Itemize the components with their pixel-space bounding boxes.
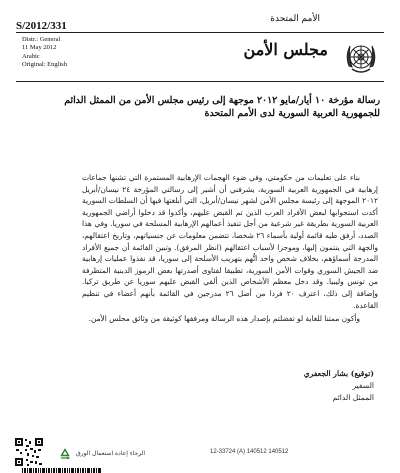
document-symbol [16, 14, 67, 33]
document-job-number: 12-33724 (A) 140512 140512 [210, 449, 289, 455]
language-line: Arabic [22, 52, 40, 60]
header-rule [16, 32, 384, 33]
distribution-line: Distr.: General [22, 36, 61, 43]
letter-body [82, 172, 378, 327]
recycle-note: الرجاء إعادة استعمال الورق [76, 450, 145, 457]
body-paragraph-1: بناء على تعليمات من حكومتي، وفي ضوء الهجمات الإرهابية المستمرة التي تشنها جماعات إرهابية في الجمهورية العربية السورية، يشرفني أن أشير إلى رسالتي المؤرخة ٢٤ نيسان/أبريل ٢٠١٢ الموجهة إلى رئيسة مجلس الأمن لشهر نيسان/أبريل، التي أبلغتها فيها أن السلطات السورية أكدت استجوابها لبعض الأفراد العرب الذين تم القبض عليهم، وأكدوا قد دخلوا أراضي الجمهورية العربية السورية بطريقة غير شرعية من أجل تنفيذ أعمالهم الإرهابية المسلحة في سوريا. وفي هذا الصدد، أرفق طيه قائمة أولية بأسماء ٢٦ شخصا، تتضمن معلومات عن جنسياتهم، وتاريخ اعتقالهم، والجهة التي ينتمون إليها، وموجزا لأسباب اعتقالهم (انظر المرفق). وتبين القائمة أن جميع الأفراد المدرجة أسماؤهم، بخلاف شخص واحد اتُّهم بتهريب الأسلحة إلى سوريا، قد نفذوا عمليات إرهابية ضد الجيش السوري وقوات الأمن السورية، تطبيقا لفتاوى أصدرتها بعض الرموز الدينية المتطرفة من تونس وليبيا. وقد دخل معظم الأشخاص الذين ألقي القبض عليهم سوريا عن طريق تركيا. وإضافة إلى ذلك، اعترف ٢٠ فردا من أصل ٢٦ مدرجين في القائمة بأنهم أعضاء في تنظيم القاعدة. [82, 173, 379, 310]
date-line: 11 May 2012 [22, 44, 57, 52]
letter-title: رسالة مؤرخة ١٠ أيار/مايو ٢٠١٢ موجهة إلى رئيس مجلس الأمن من الممثل الدائم للجمهورية العربية السورية لدى الأمم المتحدة [64, 95, 380, 119]
security-council-title: مجلس الأمن [243, 40, 328, 59]
signature-title-1: السفير [352, 381, 374, 390]
body-paragraph-2: وأكون ممتنا للغاية لو تفضلتم بإصدار هذه الرسالة ومرفقها كوثيقة من وثائق مجلس الأمن. [88, 314, 360, 324]
recycle-icon [58, 448, 72, 462]
signature-title-2: الممثل الدائم [332, 393, 374, 402]
signature-block [304, 368, 374, 404]
un-emblem-icon [340, 36, 382, 78]
document-meta [22, 36, 67, 69]
symbol-prefix: S [16, 20, 23, 32]
signature-line: (توقيع) بشار الجعفري [303, 369, 374, 378]
barcode-icon [22, 468, 102, 473]
org-name-small: الأمم المتحدة [270, 14, 320, 24]
header-bottom-rule [16, 81, 384, 82]
original-language-line: Original: English [22, 60, 67, 68]
qr-code-icon [14, 437, 44, 467]
symbol-number: /2012/331 [22, 20, 67, 32]
